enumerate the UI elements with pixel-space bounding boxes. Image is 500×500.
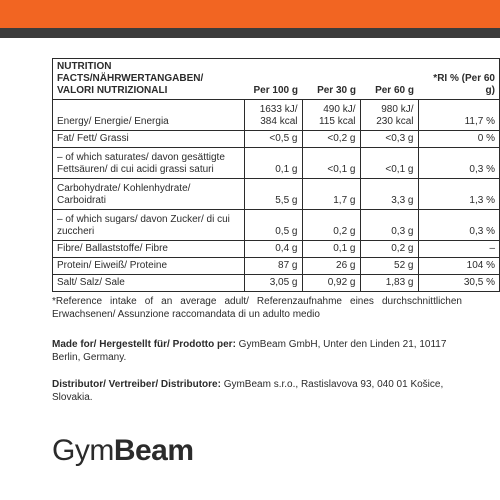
row-value-ri: 0 % [418,131,500,148]
row-value-100g: 1633 kJ/ 384 kcal [244,100,302,131]
row-value-30g: 0,2 g [302,210,360,241]
row-value-ri: – [418,241,500,258]
row-value-100g: 0,5 g [244,210,302,241]
made-for-label: Made for/ Hergestellt für/ Prodotto per: [52,339,236,350]
gymbeam-logo [52,434,194,468]
reference-intake-note: *Reference intake of an average adult/ Referenzaufnahme eines durchschnittlichen Erwachsenen/ Assunzione raccomandata di un adulto medio [52,296,462,320]
row-value-60g: <0,1 g [360,148,418,179]
table-row [53,179,500,210]
header-per-100g: Per 100 g [244,59,302,100]
header-label: NUTRITION FACTS/NÄHRWERTANGABEN/ VALORI NUTRIZIONALI [53,59,245,100]
table-header-row [53,59,500,100]
table-row [53,275,500,292]
distributor-info [52,378,462,404]
row-label: – of which sugars/ davon Zucker/ di cui zuccheri [53,210,245,241]
row-value-60g: <0,3 g [360,131,418,148]
distributor-text: GymBeam s.r.o., Rastislavova 93, 040 01 Košice, Slovakia. [52,379,444,403]
top-accent-bar [0,0,500,28]
table-row [53,131,500,148]
row-label: Carbohydrate/ Kohlenhydrate/ Carboidrati [53,179,245,210]
row-label: Fibre/ Ballaststoffe/ Fibre [53,241,245,258]
row-value-100g: 5,5 g [244,179,302,210]
row-label: Energy/ Energie/ Energia [53,100,245,131]
table-row [53,258,500,275]
row-value-60g: 3,3 g [360,179,418,210]
row-value-30g: <0,1 g [302,148,360,179]
row-value-ri: 30,5 % [418,275,500,292]
row-value-60g: 52 g [360,258,418,275]
header-per-60g: Per 60 g [360,59,418,100]
row-value-100g: 0,4 g [244,241,302,258]
row-label: Protein/ Eiweiß/ Proteine [53,258,245,275]
table-row [53,100,500,131]
table-row [53,241,500,258]
row-label: Fat/ Fett/ Grassi [53,131,245,148]
row-value-ri: 0,3 % [418,148,500,179]
row-value-30g: 490 kJ/ 115 kcal [302,100,360,131]
made-for-text: GymBeam GmbH, Unter den Linden 21, 10117 Berlin, Germany. [52,339,447,363]
row-value-ri: 104 % [418,258,500,275]
row-value-30g: 26 g [302,258,360,275]
nutrition-table [52,58,500,292]
row-value-60g: 0,2 g [360,241,418,258]
row-value-30g: 0,92 g [302,275,360,292]
row-value-30g: 1,7 g [302,179,360,210]
row-value-100g: <0,5 g [244,131,302,148]
row-label: – of which saturates/ davon gesättigte Fettsäuren/ di cui acidi grassi saturi [53,148,245,179]
header-ri: *RI % (Per 60 g) [418,59,500,100]
distributor-label: Distributor/ Vertreiber/ Distributore: [52,379,221,390]
row-value-60g: 1,83 g [360,275,418,292]
row-value-ri: 0,3 % [418,210,500,241]
table-row [53,148,500,179]
row-value-30g: 0,1 g [302,241,360,258]
row-value-60g: 980 kJ/ 230 kcal [360,100,418,131]
logo-gym-text: Gym [52,434,114,467]
row-value-100g: 0,1 g [244,148,302,179]
row-value-60g: 0,3 g [360,210,418,241]
row-value-30g: <0,2 g [302,131,360,148]
row-value-100g: 87 g [244,258,302,275]
row-value-ri: 1,3 % [418,179,500,210]
top-dark-band [0,28,500,38]
header-per-30g: Per 30 g [302,59,360,100]
row-value-ri: 11,7 % [418,100,500,131]
logo-beam-text: Beam [113,434,194,467]
row-label: Salt/ Salz/ Sale [53,275,245,292]
made-for-info [52,338,462,364]
row-value-100g: 3,05 g [244,275,302,292]
table-row [53,210,500,241]
